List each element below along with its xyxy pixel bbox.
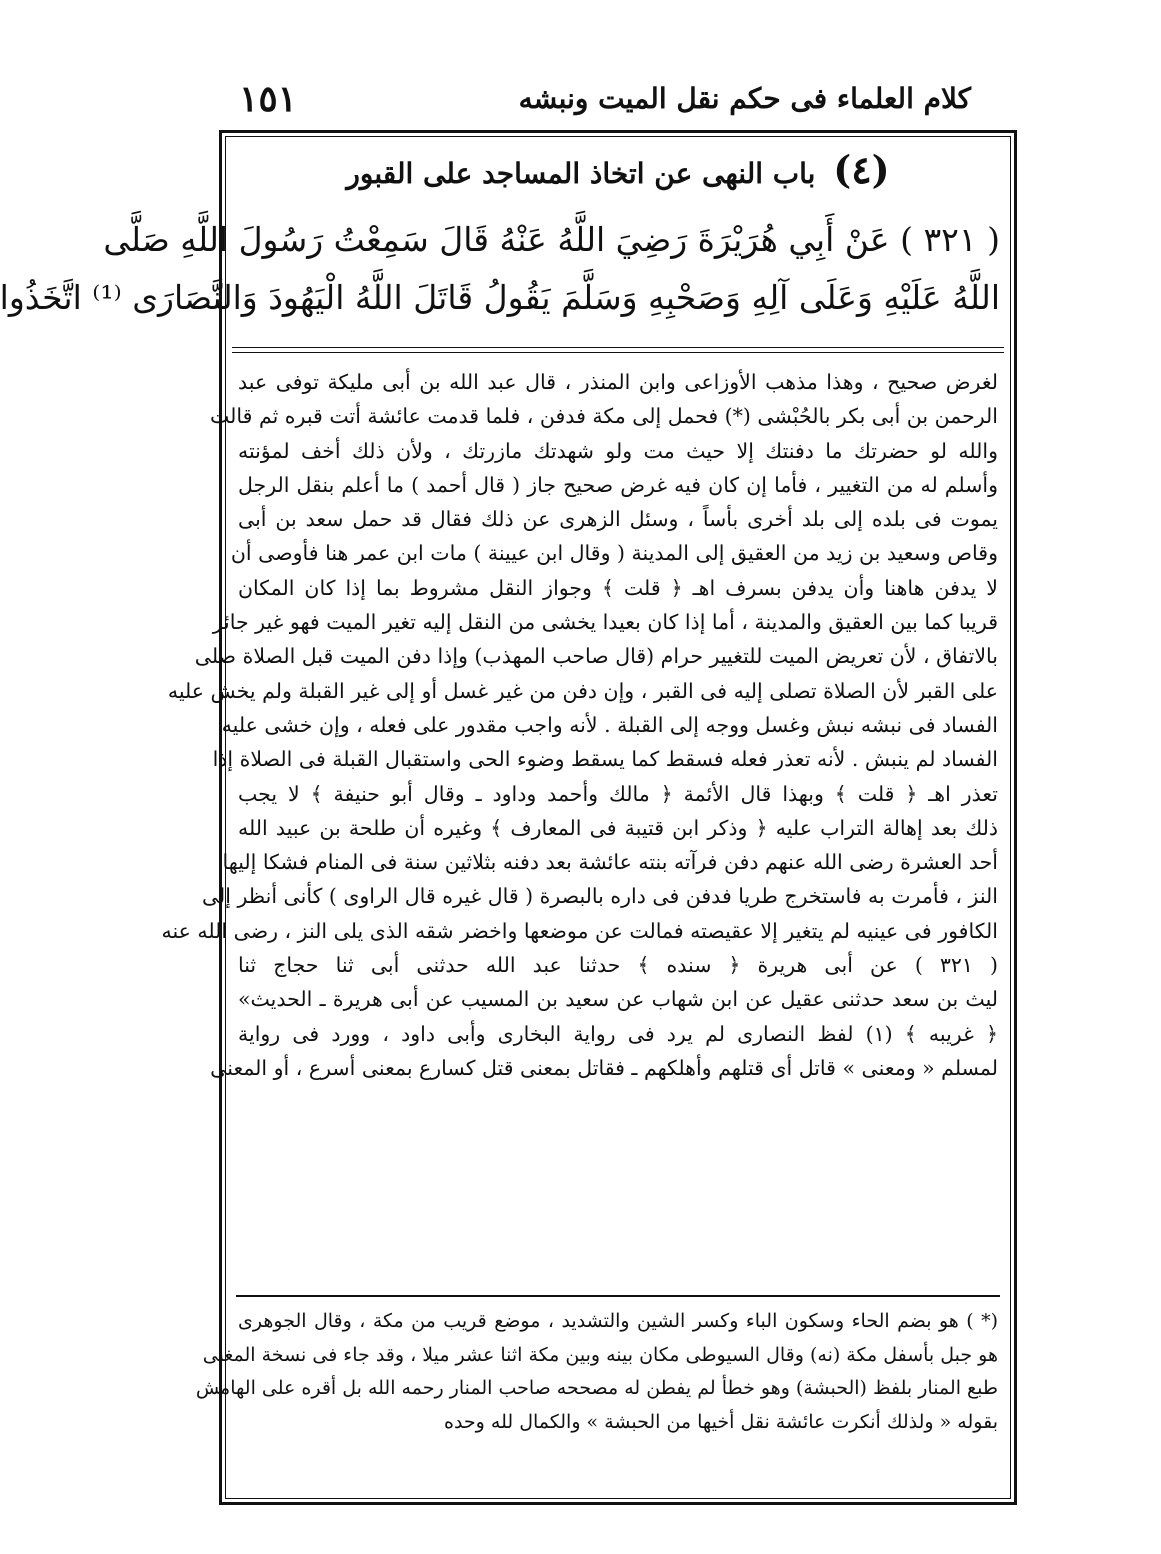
chapter-heading (222, 147, 1014, 192)
commentary-line: ليث بن سعد حدثنى عقيل عن ابن شهاب عن سعيد بن المسيب عن أبى هريرة ـ الحديث» (238, 987, 998, 1012)
commentary-line: وأسلم له من التغيير ، فأما إن كان فيه غرض صحيح جاز ( قال أحمد ) ما أعلم بنقل الرجل (238, 472, 998, 497)
commentary-line: الرحمن بن أبى بكر بالحُبْشى (*) فحمل إلى مكة فدفن ، فلما قدمت عائشة أتت قبره ثم قالت (210, 404, 998, 429)
commentary-line: أحد العشرة رضى الله عنهم دفن فرآته بنته عائشة بعد دفنه بثلاثين سنة فى المنام فشكا إليها (222, 850, 998, 875)
footnote-divider (236, 1295, 1000, 1297)
footnote (195, 1305, 998, 1439)
commentary-line: بالاتفاق ، لأن تعريض الميت للتغيير حرام (قال صاحب المهذب) وإذا دفن الميت قبل الصلاة صلى (194, 644, 998, 669)
footnote-line: بقوله « ولذلك أنكرت عائشة نقل أخيها من الحبشة » والكمال لله وحده (444, 1410, 998, 1433)
commentary-line: ﴿ غريبه ﴾ (١) لفظ النصارى لم يرد فى رواية البخارى وأبى داود ، وورد فى رواية (238, 1021, 999, 1046)
commentary-line: النز ، فأمرت به فاستخرج طريا فدفن فى داره بالبصرة ( قال غيره قال الراوى ) كأنى أنظر إلى (201, 884, 998, 909)
footnote-line: هو جبل بأسفل مكة (نه) وقال السيوطى مكان بينه وبين مكة اثنا عشر ميلا ، وقد جاء فى نسخة المغنى (202, 1343, 998, 1366)
commentary-line: تعذر اهـ ﴿ قلت ﴾ وبهذا قال الأئمة ﴿ مالك وأحمد وداود ـ وقال أبو حنيفة ﴾ لا يجب (238, 781, 998, 806)
commentary-line: لمسلم « ومعنى » قاتل أى قتلهم وأهلكهم ـ فقاتل بمعنى قتل كسارع بمعنى أسرع ، أو المعنى (210, 1055, 998, 1080)
commentary-line: والله لو حضرتك ما دفنتك إلا حيث مت ولو شهدتك مازرتك ، ولأن ذلك أخف لمؤنته (238, 438, 998, 463)
commentary-line: وقاص وسعيد بن زيد من العقيق إلى المدينة ( وقال ابن عيينة ) مات ابن عمر هنا فأوصى أن (230, 541, 998, 566)
footnote-line: (* ) هو بضم الحاء وسكون الباء وكسر الشين والتشديد ، موضع قريب من مكة ، وقال الجوهرى (238, 1310, 998, 1332)
section-divider (232, 347, 1004, 353)
footnote-line: طبع المنار بلفظ (الحبشة) وهو خطأ لم يفطن له مصححه صاحب المنار رحمه الله بل أقره على الهامش (195, 1377, 998, 1399)
running-title: كلام العلماء فى حكم نقل الميت ونبشه (518, 82, 971, 115)
commentary-line: يموت فى بلده إلى بلد أخرى بأساً ، وسئل الزهرى عن ذلك فقال قد حمل سعد بن أبى (238, 507, 998, 532)
commentary-line: الفساد لم ينبش . لأنه تعذر فعله فسقط كما يسقط وضوء الحى واستقبال القبلة فى الصلاة إذا (212, 747, 998, 772)
chapter-title: باب النهى عن اتخاذ المساجد على القبور (346, 157, 816, 190)
hadith-line: ( ٣٢١ ) عَنْ أَبِي هُرَيْرَةَ رَضِيَ اللَّهُ عَنْهُ قَالَ سَمِعْتُ رَسُولَ اللَّهِ صَلَّى (103, 220, 1000, 259)
commentary (161, 365, 999, 1085)
hadith-text (0, 211, 1000, 327)
page-frame (0, 130, 1017, 1505)
commentary-line: لا يدفن هاهنا وأن يدفن بسرف اهـ ﴿ قلت ﴾ وجواز النقل مشروط بما إذا كان المكان (238, 575, 998, 600)
commentary-line: ( ٣٢١ ) عن أبى هريرة ﴿ سنده ﴾ حدثنا عبد الله حدثنى أبى ثنا حجاج ثنا (238, 953, 998, 978)
commentary-line: قريبا كما بين العقيق والمدينة ، أما إذا كان بعيدا يخشى من النقل إليه تغير الميت فهو غير جائز (212, 610, 998, 635)
chapter-number: (٤) (833, 147, 890, 192)
hadith-line: اللَّهُ عَلَيْهِ وَعَلَى آلِهِ وَصَحْبِهِ وَسَلَّمَ يَقُولُ قَاتَلَ اللَّهُ الْيَهُودَ وَالنَّصَارَى ⁽¹⁾ اتَّخَذُوا (0, 278, 1000, 317)
commentary-line: لغرض صحيح ، وهذا مذهب الأوزاعى وابن المنذر ، قال عبد الله بن أبى مليكة توفى عبد (238, 370, 998, 394)
commentary-line: ذلك بعد إهالة التراب عليه ﴿ وذكر ابن قتيبة فى المعارف ﴾ وغيره أن طلحة بن عبيد الله (238, 815, 998, 840)
page-header (219, 78, 1011, 130)
commentary-line: الكافور فى عينيه لم يتغير إلا عقيصته فمالت عن موضعها واخضر شقه الذى يلى النز ، رضى الله عنه (161, 918, 998, 943)
page-number: ١٥١ (239, 78, 298, 120)
commentary-line: الفساد فى نبشه نبش وغسل ووجه إلى القبلة . لأنه واجب مقدور على فعله ، وإن خشى عليه (221, 712, 998, 737)
commentary-line: على القبر لأن الصلاة تصلى إليه فى القبر ، وإن دفن من غير غسل أو إلى غير القبلة ولم يخش عليه (167, 678, 998, 703)
